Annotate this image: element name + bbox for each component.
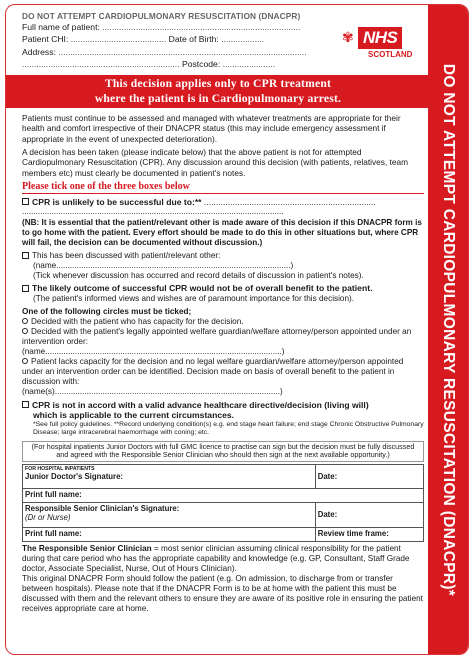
option-unlikely-success[interactable]: CPR is unlikely to be successful due to:** ........................................................................ (22, 197, 424, 208)
form-travel-note: This original DNACPR Form should follow the patient (e.g. On admission, to discharge from or transfer between hospitals). Please note that if the DNACPR Form is to be at home with the patient this must be discussed with them and the relevant others to ensure they are aware of its positive role in ensuring the patient receives appropriate care at home. (22, 573, 423, 613)
dnacpr-form (5, 4, 469, 655)
divider (22, 193, 424, 194)
circle-radio[interactable] (22, 358, 28, 364)
side-title: DO NOT ATTEMPT CARDIOPULMONARY RESUSCITATION (DNACPR)* (440, 63, 457, 597)
option2-checkbox[interactable] (22, 285, 29, 292)
chi-dob-field[interactable]: Patient CHI: ........................................ Date of Birth: .................. (22, 34, 265, 45)
decision-paragraph: A decision has been taken (please indicate below) that the above patient is not for attempted Cardiopulmonary Resuscitation (CPR). Any discussion around this decision (with patients, relatives, team members etc) must clearly be documented in patient's notes. (22, 147, 408, 178)
circle-option-no-capacity[interactable]: Patient lacks capacity for the decision and no legal welfare guardian/welfare attorney/person appointed under an intervention order can be identified. Decision made on basis of overall benefit to the patient in discussion with: (22, 356, 404, 386)
option-not-benefit[interactable]: The likely outcome of successful CPR would not be of overall benefit to the patient. (22, 283, 424, 294)
dob-label: Date of Birth: (168, 34, 219, 45)
assessment-paragraph: Patients must continue to be assessed and managed with whatever treatments are appropriate for their health and comfort irrespective of their DNACPR status (this may include emergency assessment if appropriate in the event of unexpected deterioration). (22, 113, 401, 144)
form-title: DO NOT ATTEMPT CARDIOPULMONARY RESUSCITATION (DNACPR) (22, 11, 301, 21)
senior-signature-cell[interactable]: Responsible Senior Clinician's Signature: (Dr or Nurse) (23, 502, 316, 527)
circle-radio[interactable] (22, 318, 28, 324)
tick-instruction: Please tick one of the three boxes below (22, 180, 190, 192)
discussed-row[interactable]: This has been discussed with patient/relevant other: (22, 251, 424, 261)
junior-print-name-cell[interactable]: Print full name: (23, 488, 424, 502)
tick-note: (Tick whenever discussion has occurred and record details of discussion in patient's notes). (33, 271, 364, 281)
junior-date-cell[interactable]: Date: (315, 464, 423, 488)
circle-option-guardian[interactable]: Decided with the patient's legally appointed welfare guardian/welfare attorney/person appointed under an intervention order: (22, 326, 412, 346)
discussed-checkbox[interactable] (22, 252, 29, 259)
postcode-label: Postcode: (181, 58, 221, 69)
nb-note: (NB: It is essential that the patient/relevant other is made aware of this decision if this DNACPR form is to go home with the patient. Every effort should be made to do this in other situations but, where CPR will fail, the decision can be documented without discussion.) (22, 218, 422, 248)
address-label: Address: (22, 46, 56, 57)
circles-header: One of the following circles must be ticked; (22, 306, 192, 316)
signature-table (22, 464, 424, 542)
scotland-wordmark: SCOTLAND (368, 50, 413, 59)
side-banner (428, 5, 468, 654)
nhs-wordmark: NHS (358, 27, 402, 49)
full-name-field[interactable]: Full name of patient: ................................................................................... (22, 22, 301, 32)
circle-radio[interactable] (22, 328, 28, 334)
circle-option-capacity[interactable]: Decided with the patient who has capacity for the decision. (22, 317, 424, 327)
option-advance-directive[interactable]: CPR is not in accord with a valid advance healthcare directive/decision (living will) (22, 400, 424, 411)
senior-date-cell[interactable]: Date: (315, 502, 423, 527)
senior-print-name-cell[interactable]: Print full name: (23, 527, 316, 541)
address-field[interactable]: Address: ........................................................................................................ (22, 46, 307, 57)
rsc-definition: The Responsible Senior Clinician = most senior clinician assuming clinical responsibility for the patient during that care period who has the appropriate capability and knowledge (e.g. GP, Consultant, Staff Grade doctor, Associate Specialist, Nurse, Out of Hours Clinician). (22, 543, 410, 573)
full-name-label: Full name of patient: (22, 22, 100, 32)
chi-label: Patient CHI: (22, 34, 69, 45)
thistle-icon: ✾ (342, 29, 354, 45)
junior-signature-cell[interactable]: FOR HOSPITAL INPATIENTS Junior Doctor's Signature: (23, 464, 316, 488)
postcode-field[interactable]: .................................................................. Postcode: ...................... (22, 58, 276, 69)
cpr-only-banner: This decision applies only to CPR treatment where the patient is in Cardiopulmonary arrest. (6, 75, 430, 108)
nhs-scotland-logo (342, 27, 424, 59)
review-cell[interactable]: Review time frame: (315, 527, 423, 541)
option1-checkbox[interactable] (22, 198, 29, 205)
option3-checkbox[interactable] (22, 401, 29, 408)
junior-doctor-note: (For hospital inpatients Junior Doctors with full GMC licence to practise can sign but the decision must be fully discussed and agreed with the Responsible Senior Clinician who should then sign at the next available opportunity.) (22, 441, 424, 462)
form-content: DO NOT ATTEMPT CARDIOPULMONARY RESUSCITATION (DNACPR) Full name of patient: ................................................................................... Patient CHI: ........................................ Date of Birth: .................. Address: ........................................................................................................ .................................................................. Postcode: ...................... ✾ NHS SCOTLAND This decision applies only to CPR treatment where the patient is in Cardiopulmonary arrest. Patients must continue to be assessed and managed with whatever treatments are appropriate for their health and comfort irrespective of their DNACPR status (this may include emergency assessment if appropriate in the event of unexpected deterioration). A decision has been taken (please indicate below) that the above patient is not for attempted Cardiopulmonary Resuscitation (CPR). Any discussion around this decision (with patients, relatives, team members etc) must clearly be documented in patient's notes. Please tick one of the three boxes below CPR is unlikely to be successful due to:** ........................................................................ ................................................................................................................... (NB: It is essential that the patient/relevant other is made aware of this decision if this DNACPR form is to go home with the patient. Every effort should be made to do this in other situations but, where CPR will fail, the decision can be documented without discussion.) This has been discussed with patient/relevant other: (name.......................................................................................................) (Tick whenever discussion has occurred and record details of discussion in patient's notes). The likely outcome of successful CPR would not be of overall benefit to the patient. (The patient's informed views and wishes are of paramount importance for this decision). One of the following circles must be ticked; Decided with the patient who has capacity for the decision. Decided with the patient's legally appointed welfare guardian/welfare attorney/person appointed under an intervention order: (name........................................................................................................) Patient lacks capacity for the decision and no legal welfare guardian/welfare attorney/person appointed under an intervention order can be identified. Decision made on basis of overall benefit to the patient in discussion with: (name(s)...................................................................................................) CPR is not in accord with a valid advance healthcare directive/decision (living will) which is applicable to the current circumstances. *See full policy guidelines. **Record underlying condition(s) e.g. end stage heart failure; end stage Chronic Obstructive Pulmonary Disease; large intracerebral haemorrhage with coning; etc. (For hospital inpatients Junior Doctors with full GMC licence to practise can sign but the decision must be fully discussed and agreed with the Responsible Senior Clinician who should then sign at the next available opportunity.) FOR HOSPITAL INPATIENTS Junior Doctor's Signature: Date: Print full name: Responsible Senior Clinician's Signature: (Dr or Nurse) Date: Print full name: Review time frame: The Responsible Senior Clinician = most senior clinician assuming clinical responsibility for the patient during that care period who has the appropriate capability and knowledge (e.g. GP, Consultant, Staff Grade doctor, Associate Specialist, Nurse, Out of Hours Clinician). This original DNACPR Form should follow the patient (e.g. On admission, to discharge from or transfer between hospitals). Please note that if the DNACPR Form is to be at home with the patient this must be discussed with them and the relevant others to ensure they are aware of its positive role in ensuring the patient receives appropriate care at home. (6, 5, 430, 654)
option2-sub: (The patient's informed views and wishes are of paramount importance for this decision). (33, 293, 355, 303)
footnote: *See full policy guidelines. **Record underlying condition(s) e.g. end stage heart failure; end stage Chronic Obstructive Pulmonary Disease; large intracerebral haemorrhage with coning; etc. (33, 420, 424, 437)
